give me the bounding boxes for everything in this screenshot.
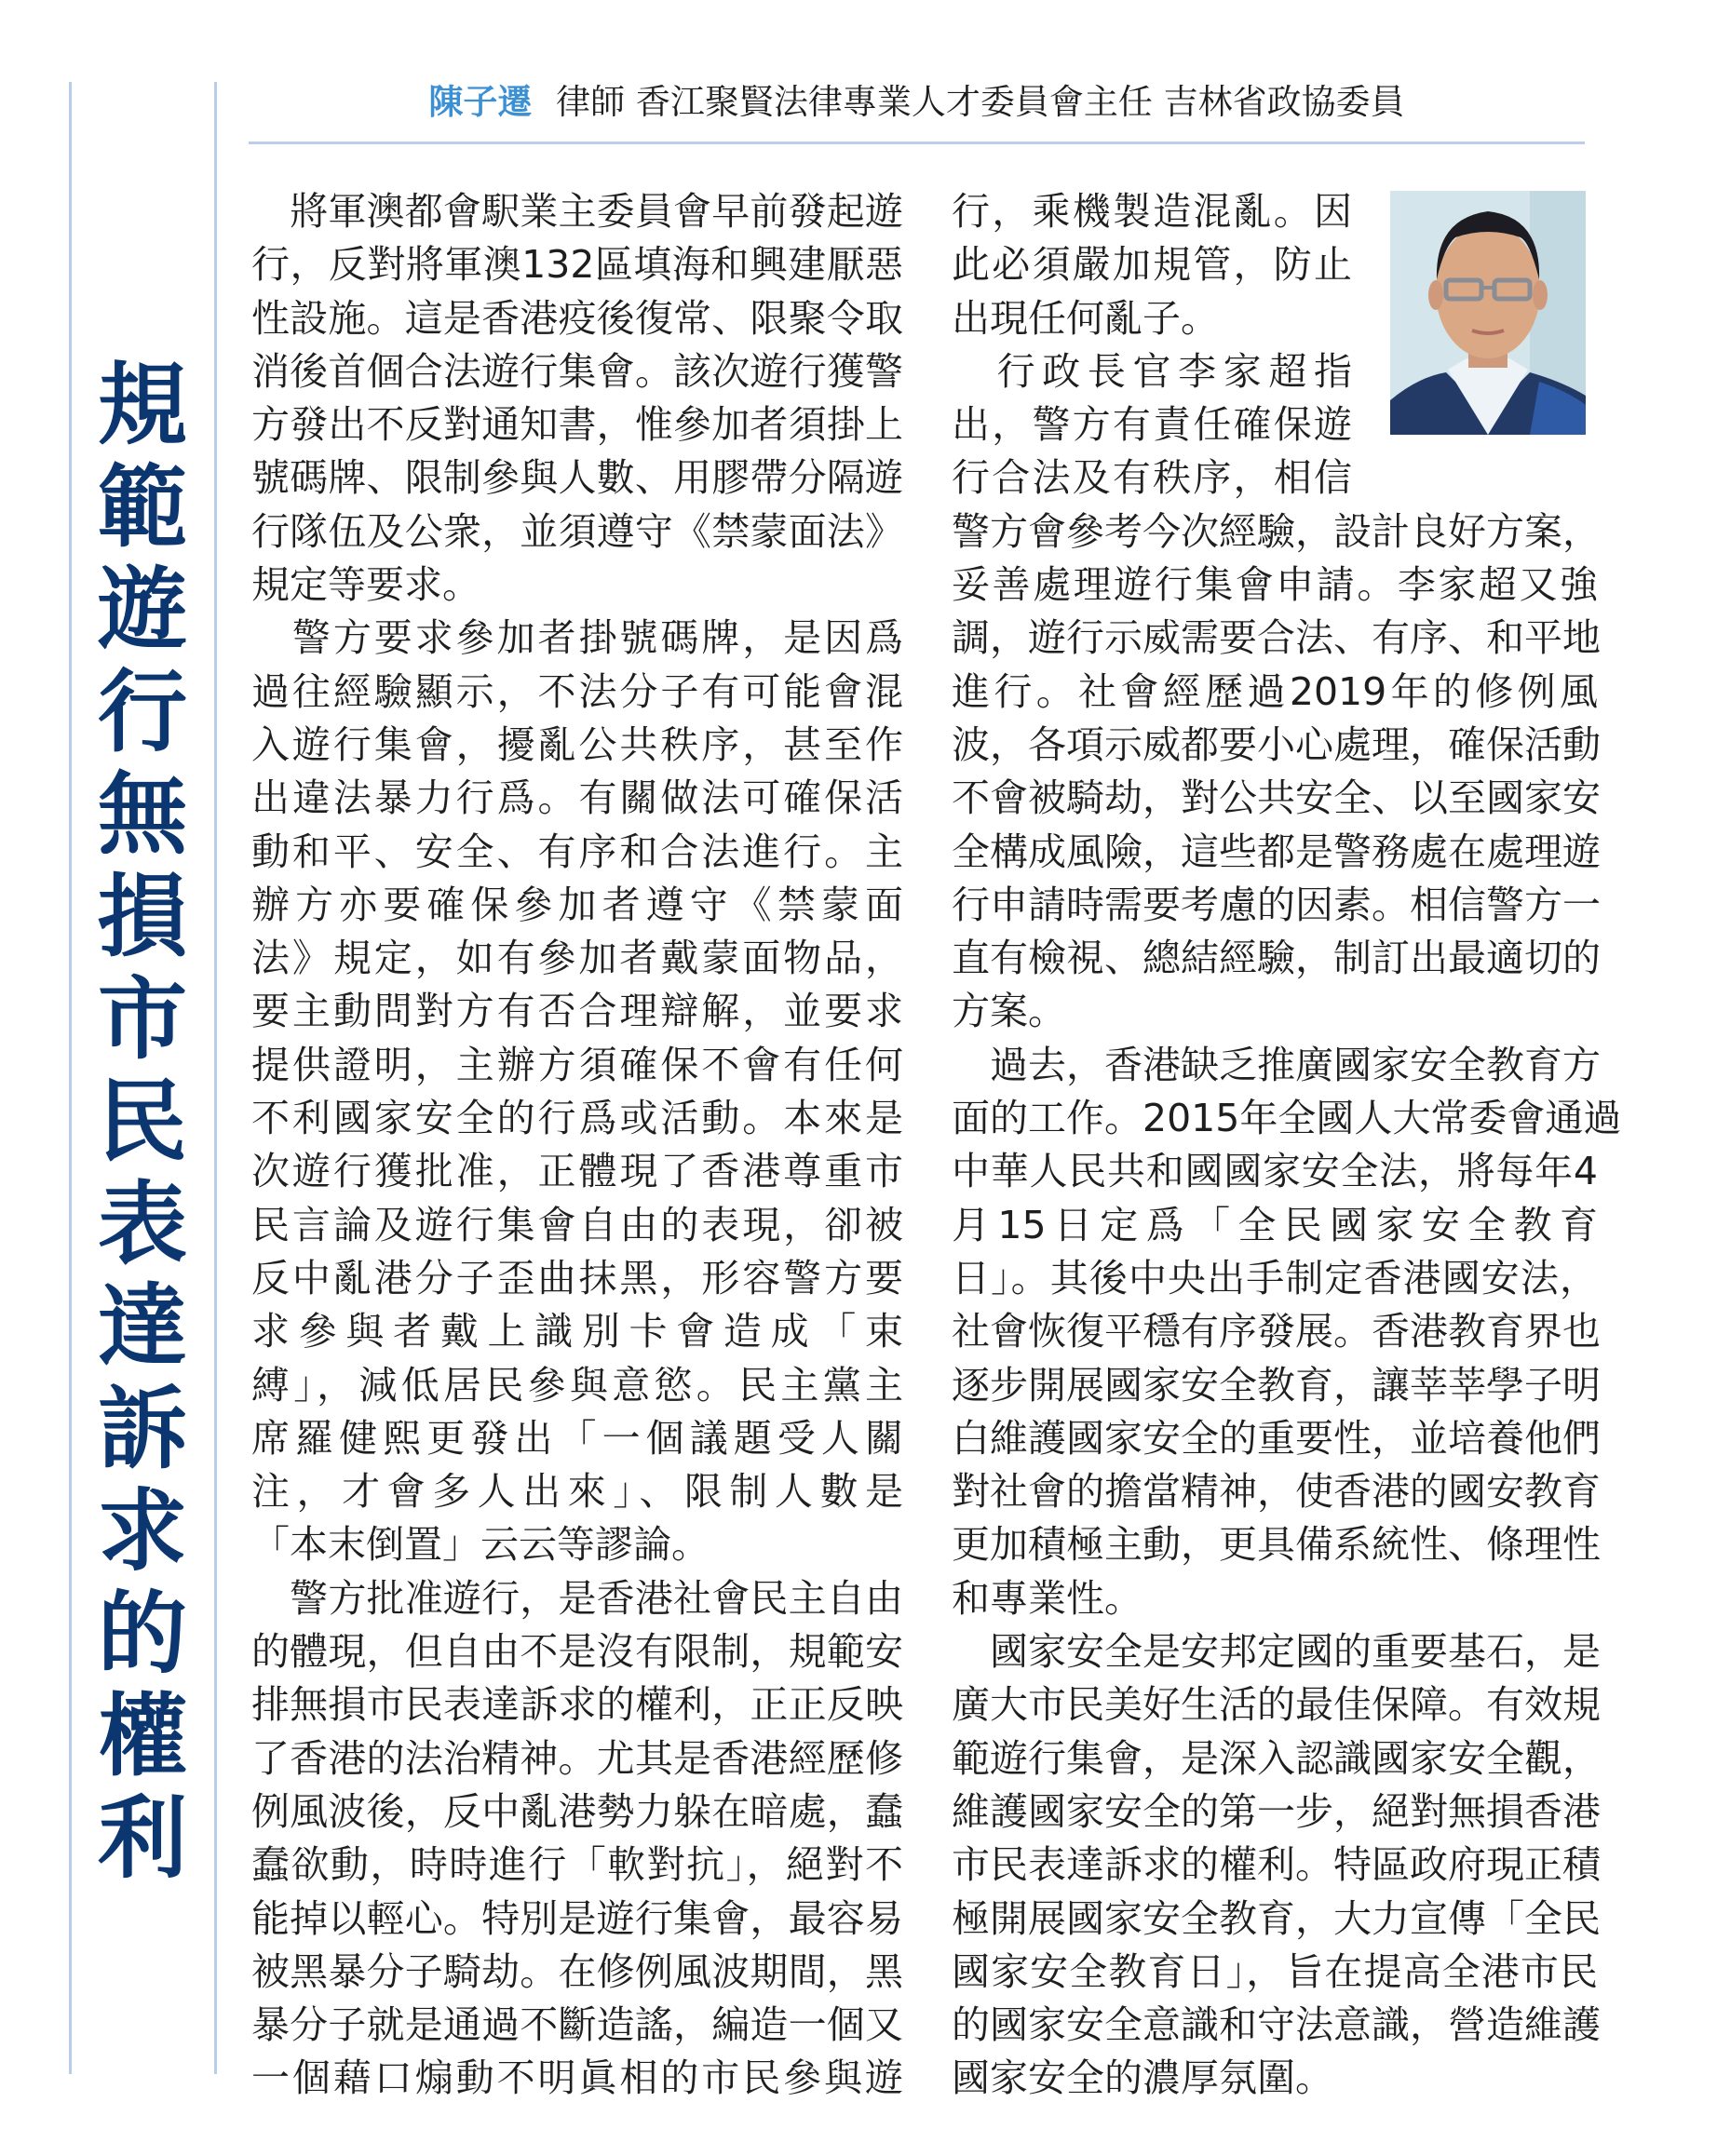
headline-char: 訴 (98, 1377, 187, 1481)
article-line: 不會被騎劫，對公共安全、以至國家安 (952, 775, 1601, 821)
article-line: 和專業性。 (952, 1575, 1142, 1621)
article-line: 廣大市民美好生活的最佳保障。有效規 (952, 1682, 1601, 1728)
article-line: 中華人民共和國國家安全法，將每年4 (952, 1149, 1598, 1194)
article-line: 面的工作。2015年全國人大常委會通過 (952, 1096, 1622, 1141)
article-line: 性設施。這是香港疫後復常、限聚令取 (251, 295, 903, 341)
article-line: 號碼牌、限制參與人數、用膠帶分隔遊 (251, 455, 903, 501)
article-line: 辦方亦要確保參加者遵守《禁蒙面 (251, 882, 903, 927)
article-line: 波，各項示威都要小心處理，確保活動 (952, 721, 1601, 767)
headline-char: 權 (98, 1684, 187, 1788)
article-line: 方案。 (952, 989, 1066, 1034)
article-line: 範遊行集會，是深入認識國家安全觀， (952, 1735, 1601, 1781)
article-line: 調，遊行示威需要合法、有序、和平地 (952, 615, 1601, 661)
article-line: 要主動問對方有否合理辯解，並要求 (251, 989, 903, 1034)
headline-char: 範 (98, 455, 187, 559)
article-line: 排無損市民表達訴求的權利，正正反映 (251, 1682, 903, 1728)
headline-char: 行 (98, 660, 187, 764)
article-line: 警方批准遊行，是香港社會民主自由 (251, 1575, 903, 1621)
article-line: 行政長官李家超指 (952, 348, 1352, 394)
article-line: 出違法暴力行爲。有關做法可確保活 (251, 775, 903, 821)
article-line: 維護國家安全的第一步，絕對無損香港 (952, 1788, 1601, 1834)
article-line: 的國家安全意識和守法意識，營造維護 (952, 2002, 1601, 2048)
article-line: 國家安全教育日」，旨在提高全港市民 (952, 1948, 1598, 1994)
headline-char: 遊 (98, 558, 187, 662)
article-line: 一個藉口煽動不明眞相的市民參與遊 (251, 2055, 903, 2101)
headline-char: 規 (98, 353, 187, 457)
article-line: 了香港的法治精神。尤其是香港經歷修 (251, 1735, 903, 1781)
article-line: 行申請時需要考慮的因素。相信警方一 (952, 882, 1601, 927)
article-line: 提供證明，主辦方須確保不會有任何 (251, 1042, 903, 1087)
article-line: 出，警方有責任確保遊 (952, 402, 1352, 448)
byline-rule (249, 141, 1585, 144)
article-line: 席羅健熙更發出「一個議題受人關 (251, 1415, 903, 1461)
article-line: 消後首個合法遊行集會。該次遊行獲警 (251, 348, 903, 394)
headline-char: 達 (98, 1274, 187, 1379)
article-line: 社會恢復平穩有序發展。香港教育界也 (952, 1309, 1601, 1354)
article-line: 暴分子就是通過不斷造謠，編造一個又 (251, 2002, 903, 2048)
article-column-right (952, 185, 1622, 2106)
article-line: 行，反對將軍澳132區填海和興建厭惡 (251, 242, 903, 288)
article-line: 行，乘機製造混亂。因 (952, 189, 1352, 234)
article-line: 進行。社會經歷過2019年的修例風 (952, 668, 1598, 714)
article-line: 反中亂港分子歪曲抹黑，形容警方要 (251, 1255, 903, 1300)
article-line: 的體現，但自由不是沒有限制，規範安 (251, 1629, 903, 1675)
article-line: 注，才會多人出來」、限制人數是 (251, 1469, 903, 1515)
article-line: 白維護國家安全的重要性，並培養他們 (952, 1415, 1601, 1461)
article-line: 警方要求參加者掛號碼牌，是因爲 (251, 615, 903, 661)
headline-char: 利 (98, 1786, 187, 1891)
author-name: 陳子遷 (428, 82, 533, 122)
article-line: 被黑暴分子騎劫。在修例風波期間，黑 (251, 1948, 903, 1994)
article-line: 此必須嚴加規管，防止 (952, 242, 1352, 288)
headline-divider-rule (214, 82, 217, 2074)
article-line: 日」。其後中央出手制定香港國安法， (952, 1255, 1598, 1300)
article-line: 過去，香港缺乏推廣國家安全教育方 (952, 1042, 1601, 1087)
byline (249, 76, 1585, 128)
article-line: 直有檢視、總結經驗，制訂出最適切的 (952, 936, 1601, 981)
article-line: 國家安全是安邦定國的重要基石，是 (952, 1629, 1601, 1675)
article-line: 動和平、安全、有序和合法進行。主 (251, 829, 903, 874)
article-line: 方發出不反對通知書，惟參加者須掛上 (251, 402, 903, 448)
article-line: 過往經驗顯示，不法分子有可能會混 (251, 668, 903, 714)
headline (88, 354, 196, 1890)
article-line: 全構成風險，這些都是警務處在處理遊 (952, 829, 1601, 874)
article-line: 不利國家安全的行爲或活動。本來是 (251, 1096, 903, 1141)
article-line: 逐步開展國家安全教育，讓莘莘學子明 (952, 1362, 1601, 1408)
article-line: 行合法及有秩序，相信 (952, 455, 1352, 501)
article-line: 縛」，減低居民參與意慾。民主黨主 (251, 1362, 903, 1408)
article-line: 行隊伍及公衆，並須遵守《禁蒙面法》 (251, 508, 903, 554)
article-line: 能掉以輕心。特別是遊行集會，最容易 (251, 1895, 903, 1941)
headline-char: 求 (98, 1479, 187, 1583)
headline-char: 的 (98, 1582, 187, 1686)
article-line: 國家安全的濃厚氛圍。 (952, 2055, 1333, 2101)
article-column-left (251, 185, 903, 2106)
article-line: 法》規定，如有參加者戴蒙面物品， (251, 936, 903, 981)
headline-char: 無 (98, 762, 187, 867)
headline-char: 表 (98, 1172, 187, 1276)
article-line: 次遊行獲批准，正體現了香港尊重市 (251, 1149, 903, 1194)
article-line: 例風波後，反中亂港勢力躲在暗處，蠢 (251, 1788, 903, 1834)
article-line: 妥善處理遊行集會申請。李家超又強 (952, 562, 1598, 608)
article-line: 市民表達訴求的權利。特區政府現正積 (952, 1842, 1601, 1888)
headline-char: 市 (98, 967, 187, 1071)
author-roles: 律師 香江聚賢法律專業人才委員會主任 吉林省政協委員 (556, 82, 1405, 122)
article-line: 警方會參考今次經驗，設計良好方案， (952, 508, 1601, 554)
left-border-rule (69, 82, 72, 2074)
article-line: 求參與者戴上識別卡會造成「束 (251, 1309, 903, 1354)
article-line: 極開展國家安全教育，大力宣傳「全民 (952, 1895, 1601, 1941)
article-line: 民言論及遊行集會自由的表現，卻被 (251, 1202, 903, 1247)
article-line: 對社會的擔當精神，使香港的國安教育 (952, 1469, 1601, 1515)
headline-char: 民 (98, 1070, 187, 1174)
article-line: 更加積極主動，更具備系統性、條理性 (952, 1522, 1601, 1568)
article-line: 月15日定爲「全民國家安全教育 (952, 1202, 1598, 1247)
article-line: 規定等要求。 (251, 562, 480, 608)
article-line: 蠢欲動，時時進行「軟對抗」，絕對不 (251, 1842, 903, 1888)
article-line: 將軍澳都會駅業主委員會早前發起遊 (251, 189, 903, 234)
article-line: 「本末倒置」云云等謬論。 (251, 1522, 710, 1568)
headline-char: 損 (98, 865, 187, 969)
article-line: 入遊行集會，擾亂公共秩序，甚至作 (251, 721, 903, 767)
article-line: 出現任何亂子。 (952, 295, 1219, 341)
